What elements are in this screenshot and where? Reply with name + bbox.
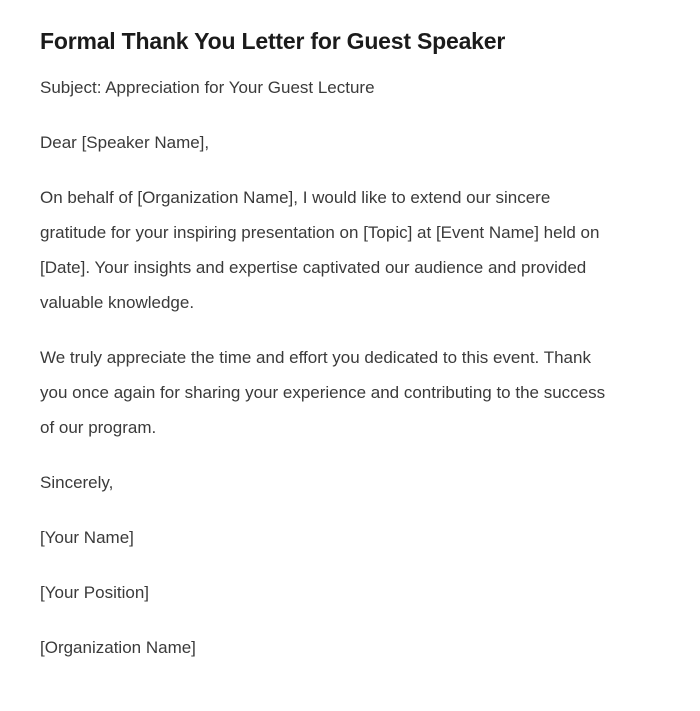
salutation: Dear [Speaker Name], [40, 133, 210, 152]
signature-name: [Your Name] [40, 528, 134, 547]
signature-position: [Your Position] [40, 583, 149, 602]
body-paragraph-1: On behalf of [Organization Name], I would like to extend our sincere gratitude for your inspiring presentation on [Topic] at [Event Name] held on [Date]. Your insights and expertise captivated our audience and provided valuable knowledge. [40, 188, 600, 312]
subject-line: Subject: Appreciation for Your Guest Lecture [40, 78, 375, 97]
signature-organization: [Organization Name] [40, 638, 196, 657]
document-title: Formal Thank You Letter for Guest Speaker [40, 28, 506, 54]
closing: Sincerely, [40, 473, 114, 492]
body-paragraph-2: We truly appreciate the time and effort you dedicated to this event. Thank you once again for sharing your experience and contributing to the success of our program. [40, 348, 606, 437]
